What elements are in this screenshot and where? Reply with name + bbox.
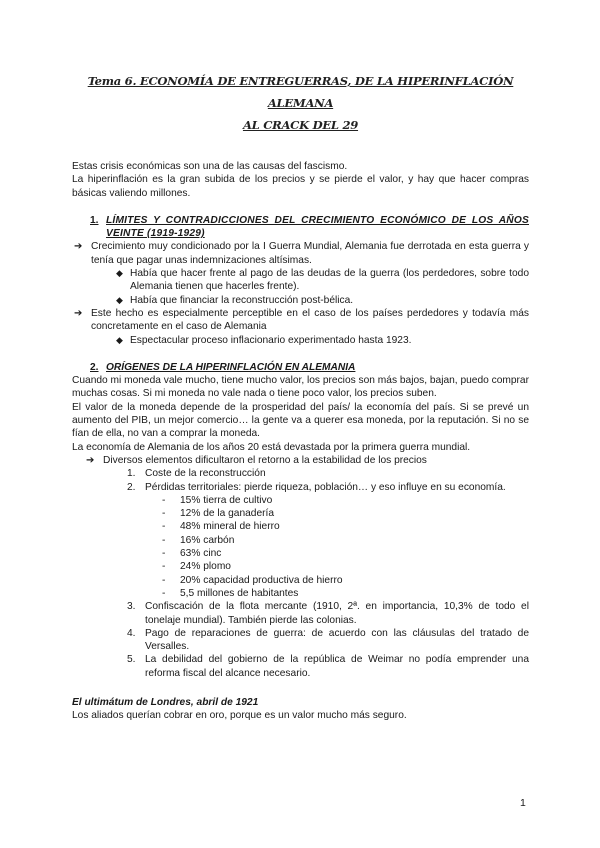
- section-2-number: 2.: [90, 361, 99, 373]
- loss-text: 5,5 millones de habitantes: [180, 587, 299, 599]
- loss-text: 63% cinc: [180, 548, 222, 560]
- loss-item: [162, 507, 529, 520]
- list-item: [86, 454, 529, 467]
- dash-bullet-icon: -: [162, 508, 166, 520]
- item-text: Pago de reparaciones de guerra: de acuerdo con las cláusulas del tratado de Versalles.: [145, 627, 529, 653]
- intro-line-1: Estas crisis económicas son una de las causas del fascismo.: [72, 161, 348, 172]
- numbered-item: [127, 600, 529, 627]
- item-text: Coste de la reconstrucción: [145, 468, 266, 480]
- list-item: [74, 307, 529, 334]
- loss-item: [162, 587, 529, 600]
- item-text: Pérdidas territoriales: pierde riqueza, población… y eso influye en su economía.: [145, 481, 506, 493]
- arrow-right-icon: ➔: [74, 241, 83, 253]
- subheading-ultimatum: El ultimátum de Londres, abril de 1921: [72, 696, 259, 708]
- dash-bullet-icon: -: [162, 548, 166, 560]
- paragraph: El valor de la moneda depende de la prosperidad del país/ la economía del país. Si se prevé un aumento del PIB, un mejor comercio… la gente va a querer esa moneda, por la reputación. Si no se fían de ella, no van a comprar la moneda.: [72, 401, 529, 440]
- item-number: 1.: [127, 468, 136, 480]
- item-text: Confiscación de la flota mercante (1910, 2ª. en importancia, 10,3% de todo el tonelaje mundial). También pierde las colonias.: [145, 601, 529, 626]
- list-item: [116, 334, 529, 347]
- list-item-text: Diversos elementos dificultaron el retorno a la estabilidad de los precios: [103, 454, 427, 466]
- loss-text: 16% carbón: [180, 534, 235, 546]
- section-2-heading: [90, 361, 529, 374]
- numbered-item: [127, 467, 529, 480]
- loss-text: 24% plomo: [180, 561, 231, 573]
- title-line-2: AL CRACK DEL 29: [242, 118, 359, 132]
- arrow-right-icon: ➔: [86, 454, 95, 466]
- loss-text: 20% capacidad productiva de hierro: [180, 574, 343, 586]
- numbered-item: [127, 481, 529, 494]
- loss-item: [162, 534, 529, 547]
- loss-text: 12% de la ganadería: [180, 508, 275, 520]
- list-item-text: Este hecho es especialmente perceptible en el caso de los países perdedores y todavía más concretamente en el caso de Alemania: [91, 307, 529, 333]
- loss-item: [162, 560, 529, 573]
- diamond-bullet-icon: ◆: [116, 334, 123, 345]
- paragraph: Cuando mi moneda vale mucho, tiene mucho valor, los precios son más bajos, bajan, puedo comprar muchas cosas. Si mi moneda no vale nada o tiene poco valor, los precios suben.: [72, 375, 529, 400]
- item-number: 5.: [127, 654, 136, 666]
- list-item: [116, 267, 529, 294]
- item-number: 2.: [127, 481, 136, 493]
- list-item-text: Crecimiento muy condicionado por la I Guerra Mundial, Alemania fue derrotada en esta guerra y tenía que pagar unas indemnizaciones altísimas.: [91, 241, 529, 266]
- section-1-heading: [90, 214, 529, 241]
- paragraph: Los aliados querían cobrar en oro, porque es un valor mucho más seguro.: [72, 710, 407, 722]
- dash-bullet-icon: -: [162, 574, 166, 586]
- item-number: 4.: [127, 627, 136, 639]
- document-page: [72, 70, 529, 723]
- loss-item: [162, 547, 529, 560]
- loss-text: 15% tierra de cultivo: [180, 494, 273, 506]
- loss-item: [162, 520, 529, 533]
- dash-bullet-icon: -: [162, 561, 166, 573]
- list-item-text: Había que financiar la reconstrucción post-bélica.: [130, 294, 354, 306]
- diamond-bullet-icon: ◆: [116, 268, 123, 279]
- numbered-item: [127, 627, 529, 654]
- dash-bullet-icon: -: [162, 494, 166, 506]
- list-item: [74, 240, 529, 267]
- numbered-item: [127, 653, 529, 680]
- loss-item: [162, 494, 529, 507]
- list-item: [116, 294, 529, 307]
- section-1-number: 1.: [90, 214, 99, 226]
- dash-bullet-icon: -: [162, 534, 166, 546]
- intro-line-2: La hiperinflación es la gran subida de los precios y se pierde el valor, y hay que hacer compras básicas valiendo millones.: [72, 174, 529, 199]
- paragraph: La economía de Alemania de los años 20 está devastada por la primera guerra mundial.: [72, 441, 471, 453]
- item-text: La debilidad del gobierno de la república de Weimar no podía emprender una reforma fiscal del alcance necesario.: [145, 654, 529, 679]
- list-item-text: Espectacular proceso inflacionario experimentado hasta 1923.: [130, 334, 412, 346]
- list-item-text: Había que hacer frente al pago de las deudas de la guerra (los perdedores, sobre todo Alemania tienen que hacerles frente).: [130, 268, 529, 293]
- page-number: 1: [520, 797, 526, 809]
- arrow-right-icon: ➔: [74, 307, 83, 319]
- loss-item: [162, 574, 529, 587]
- dash-bullet-icon: -: [162, 587, 166, 599]
- loss-text: 48% mineral de hierro: [180, 521, 280, 533]
- section-1-title: LÍMITES Y CONTRADICCIONES DEL CRECIMIENTO ECONÓMICO DE LOS AÑOS VEINTE (1919-1929): [106, 214, 529, 240]
- diamond-bullet-icon: ◆: [116, 294, 123, 305]
- section-2-title: ORÍGENES DE LA HIPERINFLACIÓN EN ALEMANIA: [106, 361, 356, 373]
- title-line-1: Tema 6. ECONOMÍA DE ENTREGUERRAS, DE LA HIPERINFLACIÓN ALEMANA: [87, 74, 514, 110]
- dash-bullet-icon: -: [162, 521, 166, 533]
- item-number: 3.: [127, 601, 136, 613]
- page-title: [72, 70, 529, 136]
